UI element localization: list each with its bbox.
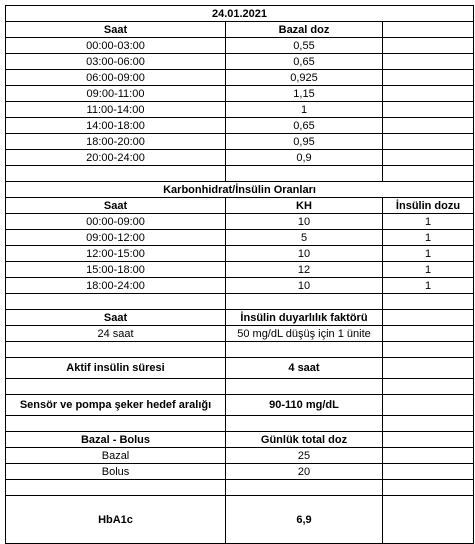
carb-insulin: 1 (383, 262, 474, 278)
basal-time-header: Saat (6, 22, 226, 38)
empty-cell (383, 134, 474, 150)
hba1c-label: HbA1c (6, 496, 226, 544)
basal-time: 14:00-18:00 (6, 118, 226, 134)
basal-bolus-label: Bazal (6, 448, 226, 464)
basal-row (6, 118, 474, 134)
hba1c-value: 6,9 (226, 496, 383, 544)
basal-time: 03:00-06:00 (6, 54, 226, 70)
basal-row (6, 150, 474, 166)
basal-time: 20:00-24:00 (6, 150, 226, 166)
carb-insulin-header: İnsülin dozu (383, 198, 474, 214)
carb-row (6, 230, 474, 246)
basal-bolus-header: Bazal - Bolus (6, 432, 226, 448)
basal-bolus-row (6, 464, 474, 480)
spacer-row (6, 342, 474, 358)
basal-row (6, 134, 474, 150)
empty-cell (383, 448, 474, 464)
empty-cell (383, 496, 474, 544)
carb-time: 15:00-18:00 (6, 262, 226, 278)
carb-time: 09:00-12:00 (6, 230, 226, 246)
carb-row (6, 246, 474, 262)
basal-dose: 1 (226, 102, 383, 118)
empty-cell (383, 102, 474, 118)
empty-cell (383, 70, 474, 86)
spacer-row (6, 379, 474, 395)
carb-kh: 5 (226, 230, 383, 246)
carb-time-header: Saat (6, 198, 226, 214)
basal-header-row (6, 22, 474, 38)
basal-dose: 0,55 (226, 38, 383, 54)
carb-time: 00:00-09:00 (6, 214, 226, 230)
basal-bolus-header-row (6, 432, 474, 448)
basal-bolus-label: Bolus (6, 464, 226, 480)
basal-time: 09:00-11:00 (6, 86, 226, 102)
carb-kh: 10 (226, 246, 383, 262)
carb-ratio-title: Karbonhidrat/İnsülin Oranları (6, 182, 474, 198)
empty-cell (383, 38, 474, 54)
basal-row (6, 54, 474, 70)
insulin-pump-settings-sheet (5, 5, 473, 537)
active-insulin-value: 4 saat (226, 358, 383, 379)
empty-cell (383, 358, 474, 379)
target-range-value: 90-110 mg/dL (226, 395, 383, 416)
basal-dose: 0,95 (226, 134, 383, 150)
hba1c-row (6, 496, 474, 544)
carb-header-row (6, 198, 474, 214)
basal-row (6, 102, 474, 118)
carb-row (6, 278, 474, 294)
sensitivity-header-row (6, 310, 474, 326)
spacer-row (6, 480, 474, 496)
empty-cell (383, 432, 474, 448)
basal-row (6, 86, 474, 102)
empty-cell (383, 395, 474, 416)
sensitivity-row (6, 326, 474, 342)
empty-cell (383, 464, 474, 480)
settings-table (5, 5, 474, 544)
date-row (6, 6, 474, 22)
empty-cell (383, 310, 474, 326)
sensitivity-time: 24 saat (6, 326, 226, 342)
basal-row (6, 38, 474, 54)
basal-time: 18:00-20:00 (6, 134, 226, 150)
active-insulin-row (6, 358, 474, 379)
basal-time: 11:00-14:00 (6, 102, 226, 118)
basal-bolus-value: 25 (226, 448, 383, 464)
carb-row (6, 262, 474, 278)
carb-insulin: 1 (383, 278, 474, 294)
active-insulin-label: Aktif insülin süresi (6, 358, 226, 379)
carb-insulin: 1 (383, 246, 474, 262)
date-title: 24.01.2021 (6, 6, 474, 22)
basal-dose: 0,9 (226, 150, 383, 166)
carb-row (6, 214, 474, 230)
carb-insulin: 1 (383, 230, 474, 246)
empty-cell (383, 326, 474, 342)
carb-kh-header: KH (226, 198, 383, 214)
basal-time: 00:00-03:00 (6, 38, 226, 54)
spacer-row (6, 294, 474, 310)
basal-dose: 1,15 (226, 86, 383, 102)
empty-cell (383, 118, 474, 134)
empty-cell (383, 150, 474, 166)
carb-kh: 10 (226, 214, 383, 230)
sensitivity-value: 50 mg/dL düşüş için 1 ünite (226, 326, 383, 342)
empty-cell (383, 86, 474, 102)
sensitivity-factor-header: İnsülin duyarlılık faktörü (226, 310, 383, 326)
target-range-row (6, 395, 474, 416)
carb-kh: 12 (226, 262, 383, 278)
target-range-label: Sensör ve pompa şeker hedef aralığı (6, 395, 226, 416)
sensitivity-time-header: Saat (6, 310, 226, 326)
carb-insulin: 1 (383, 214, 474, 230)
spacer-row (6, 416, 474, 432)
basal-time: 06:00-09:00 (6, 70, 226, 86)
basal-dose: 0,925 (226, 70, 383, 86)
carb-kh: 10 (226, 278, 383, 294)
basal-row (6, 70, 474, 86)
spacer-row (6, 166, 474, 182)
carb-time: 18:00-24:00 (6, 278, 226, 294)
carb-time: 12:00-15:00 (6, 246, 226, 262)
basal-bolus-row (6, 448, 474, 464)
basal-dose: 0,65 (226, 118, 383, 134)
basal-dose-header: Bazal doz (226, 22, 383, 38)
carb-title-row (6, 182, 474, 198)
empty-cell (383, 54, 474, 70)
empty-cell (383, 22, 474, 38)
daily-total-header: Günlük total doz (226, 432, 383, 448)
basal-bolus-value: 20 (226, 464, 383, 480)
basal-dose: 0,65 (226, 54, 383, 70)
